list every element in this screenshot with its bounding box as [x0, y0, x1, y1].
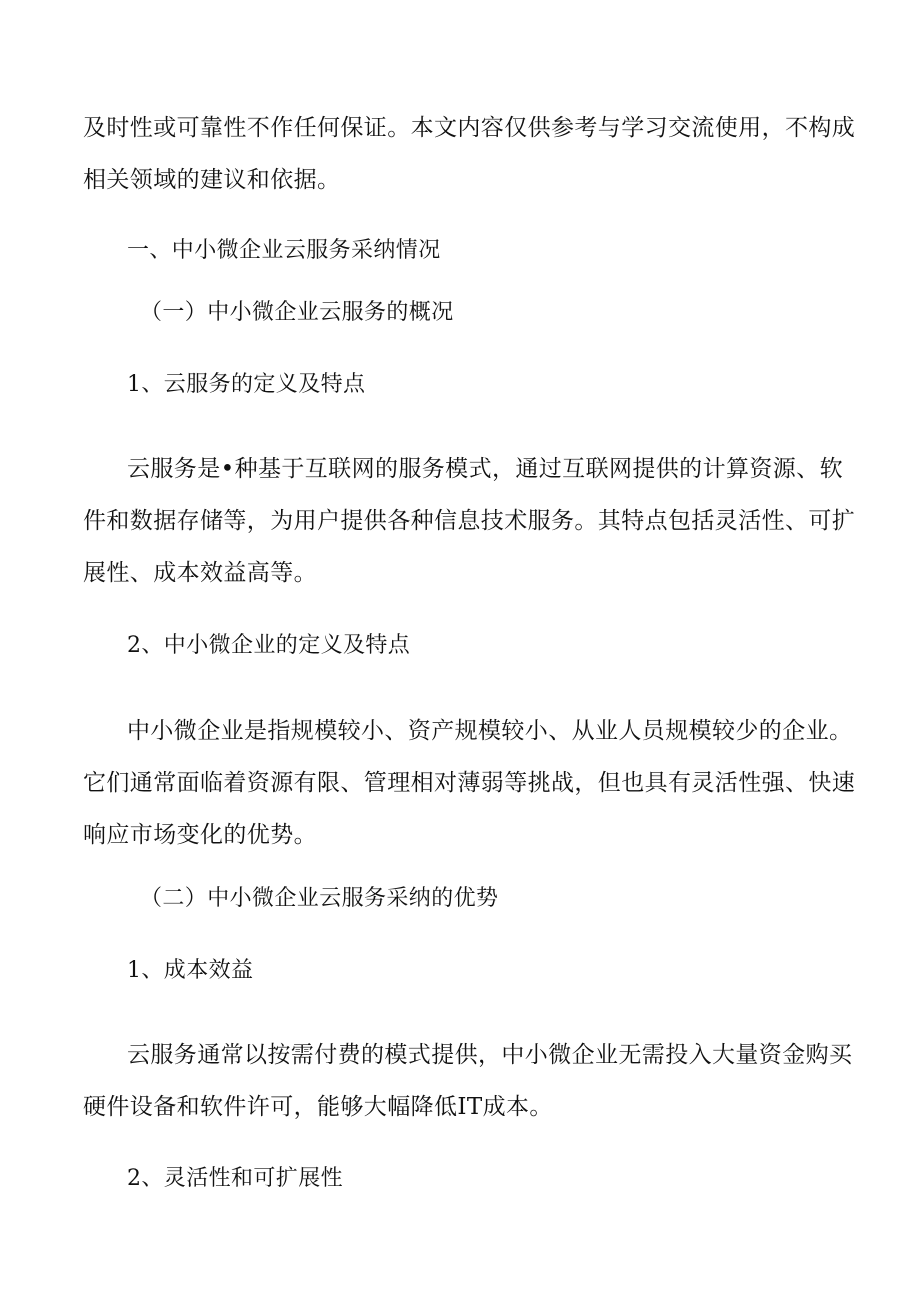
subsection-2-title: （二）中小微企业云服务采纳的优势	[140, 886, 499, 911]
item-1-1-title: 1、云服务的定义及特点	[127, 372, 366, 397]
item-1-1-para-line-2: 件和数据存储等，为用户提供各种信息技术服务。其特点包括灵活性、可扩	[83, 508, 856, 534]
item-2-1-title: 1、成本效益	[127, 958, 254, 983]
item-1-1-para-line-3: 展性、成本效益高等。	[83, 560, 317, 586]
item-2-1-para-line-2: 硬件设备和软件许可，能够大幅降低IT成本。	[83, 1094, 553, 1120]
subsection-1-title: （一）中小微企业云服务的概况	[140, 300, 454, 325]
item-1-2-para-line-2: 它们通常面临着资源有限、管理相对薄弱等挑战，但也具有灵活性强、快速	[83, 770, 856, 796]
intro-line-1: 及时性或可靠性不作任何保证。本文内容仅供参考与学习交流使用，不构成	[83, 115, 856, 141]
item-1-1-para-line-1: 云服务是•种基于互联网的服务模式，通过互联网提供的计算资源、软	[127, 456, 843, 482]
item-2-2-title: 2、灵活性和可扩展性	[127, 1166, 343, 1191]
item-1-2-para-line-3: 响应市场变化的优势。	[83, 822, 317, 848]
intro-line-2: 相关领域的建议和依据。	[83, 167, 341, 193]
item-1-2-para-line-1: 中小微企业是指规模较小、资产规模较小、从业人员规模较少的企业。	[127, 718, 853, 744]
item-2-1-para-line-1: 云服务通常以按需付费的模式提供，中小微企业无需投入大量资金购买	[127, 1042, 853, 1068]
item-1-2-title: 2、中小微企业的定义及特点	[127, 633, 411, 658]
section-1-title: 一、中小微企业云服务采纳情况	[127, 238, 441, 263]
